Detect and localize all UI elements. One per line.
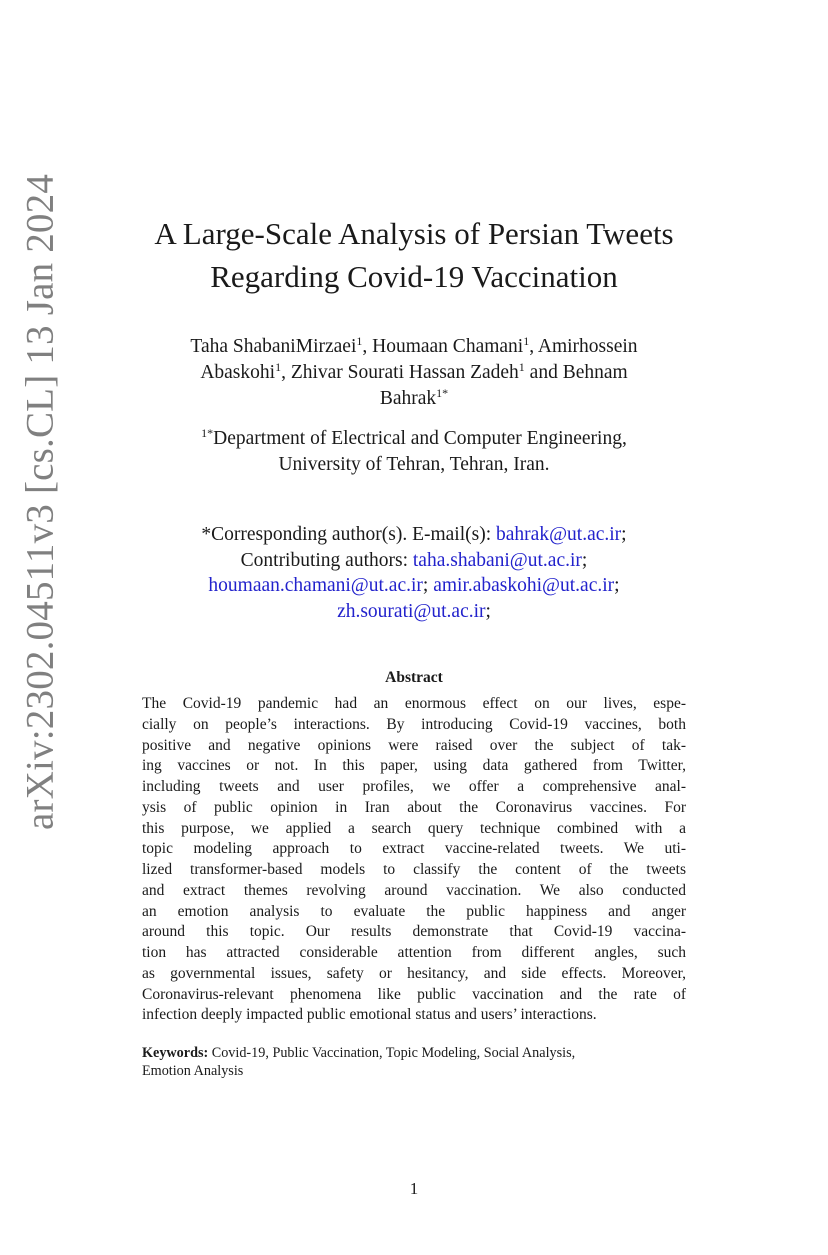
keywords-line-1 xyxy=(142,1044,686,1062)
abstract-line: as governmental issues, safety or hesitancy, and side effects. Moreover, xyxy=(142,964,686,982)
abstract-line: and extract themes revolving around vaccination. We also conducted xyxy=(142,881,686,899)
abstract-line: tion has attracted considerable attention from different angles, such xyxy=(142,944,686,961)
author-line-2: Abaskohi$^1$, Zhivar Sourati Hassan Zadeh$^1$ and Behnam xyxy=(200,360,628,383)
paper-title xyxy=(0,212,828,298)
abstract-line: an emotion analysis to evaluate the public happiness and anger xyxy=(142,902,686,920)
abstract-line: positive and negative opinions were raised over the subject of tak- xyxy=(142,736,686,754)
abstract-line: The Covid-19 pandemic had an enormous effect on our lives, espe- xyxy=(142,695,686,712)
email-link[interactable]: bahrak@ut.ac.ir xyxy=(496,524,622,545)
affiliation-mark: 1* xyxy=(201,426,214,440)
abstract-line: topic modeling approach to extract vaccine-related tweets. We uti- xyxy=(142,840,686,858)
email-line: houmaan.chamani@ut.ac.ir; amir.abaskohi@ut.ac.ir; xyxy=(208,575,620,596)
author-affiliation-mark: 1 xyxy=(275,360,282,374)
abstract-body xyxy=(142,694,686,1026)
affiliation xyxy=(0,426,828,478)
abstract-line: lized transformer-based models to classify the content of the tweets xyxy=(142,861,686,878)
keywords-line-2: Emotion Analysis xyxy=(142,1063,244,1079)
corresponding-author-line: *Corresponding author(s). E-mail(s): bahrak@ut.ac.ir; xyxy=(201,524,627,545)
author-affiliation-mark: 1* xyxy=(436,386,449,400)
contributing-label: Contributing authors: xyxy=(240,549,409,571)
email-link[interactable]: zh.sourati@ut.ac.ir xyxy=(337,600,486,622)
page-number: 1 xyxy=(409,1179,419,1198)
affiliation-line-1 xyxy=(0,426,828,452)
author-name: Taha ShabaniMirzaei xyxy=(190,336,357,357)
correspondence-block xyxy=(0,522,828,624)
email-line: zh.sourati@ut.ac.ir; xyxy=(337,600,491,622)
keywords-block xyxy=(142,1044,686,1080)
title-line-1: A Large-Scale Analysis of Persian Tweets xyxy=(154,216,674,251)
email-link[interactable]: amir.abaskohi@ut.ac.ir xyxy=(433,575,615,596)
author-name: Houmaan Chamani xyxy=(372,336,524,357)
abstract-line: cially on people’s interactions. By introducing Covid-19 vaccines, both xyxy=(142,715,686,733)
title-line-2: Regarding Covid-19 Vaccination xyxy=(210,259,618,294)
abstract-heading: Abstract xyxy=(385,669,443,686)
author-line-3: Bahrak$^{1*}$ xyxy=(379,386,449,409)
affiliation-department: Department of Electrical and Computer Engineering, xyxy=(213,428,627,449)
abstract-line: infection deeply impacted public emotional status and users’ interactions. xyxy=(142,1006,597,1024)
email-link[interactable]: taha.shabani@ut.ac.ir xyxy=(412,549,582,571)
abstract-line: Coronavirus-relevant phenomena like public vaccination and the rate of xyxy=(142,985,686,1003)
author-name: Zhivar Sourati Hassan Zadeh xyxy=(290,362,519,383)
affiliation-line-2: University of Tehran, Tehran, Iran. xyxy=(278,454,550,475)
email-link[interactable]: houmaan.chamani@ut.ac.ir xyxy=(208,575,423,596)
keywords-label: Keywords: xyxy=(142,1045,209,1061)
abstract-line: ing vaccines or not. In this paper, using data gathered from Twitter, xyxy=(142,757,686,775)
abstract-line: ysis of public opinion in Iran about the Coronavirus vaccines. For xyxy=(142,798,686,816)
author-list xyxy=(0,334,828,412)
author-affiliation-mark: 1 xyxy=(518,360,525,374)
arxiv-identifier-text: arXiv:2302.04511v3 [cs.CL] 13 Jan 2024 xyxy=(18,173,62,831)
author-affiliation-mark: 1 xyxy=(356,334,363,348)
author-line-1: Taha ShabaniMirzaei$^1$, Houmaan Chamani$^1$, Amirhossein xyxy=(190,334,638,357)
author-affiliation-mark: 1 xyxy=(523,334,530,348)
corresponding-label: *Corresponding author(s). E-mail(s): xyxy=(201,524,492,545)
abstract-line: around this topic. Our results demonstrate that Covid-19 vaccina- xyxy=(142,923,686,941)
keywords-list: Covid-19, Public Vaccination, Topic Modeling, Social Analysis, xyxy=(211,1045,576,1061)
abstract-line: this purpose, we applied a search query technique combined with a xyxy=(142,819,686,837)
contributing-authors-line: Contributing authors: taha.shabani@ut.ac.ir; xyxy=(240,549,588,571)
abstract-line: including tweets and user profiles, we offer a comprehensive anal- xyxy=(142,778,686,795)
